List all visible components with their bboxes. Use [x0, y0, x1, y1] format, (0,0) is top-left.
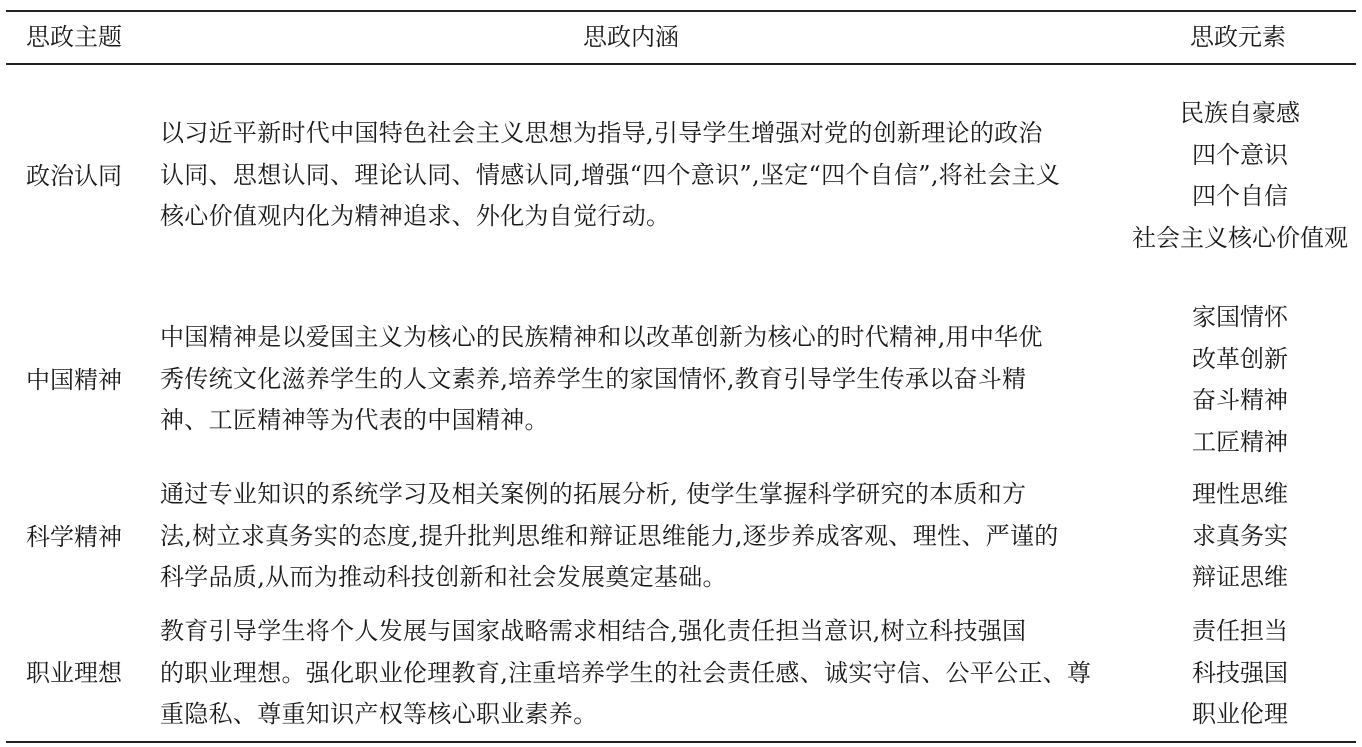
row-political-identity-topic: 政治认同: [26, 162, 122, 190]
element-item: 责任担当: [1192, 617, 1288, 645]
header-elements: 思政元素: [1190, 23, 1286, 51]
content-line: 法,树立求真务实的态度,提升批判思维和辩证思维能力,逐步养成客观、理性、严谨的: [160, 521, 1059, 550]
row-professional-ideal-elements: [1112, 611, 1362, 736]
element-item: 辩证思维: [1192, 563, 1288, 591]
row-scientific-spirit-content: [160, 474, 1112, 599]
content-line: 重隐私、尊重知识产权等核心职业素养。: [160, 700, 598, 728]
table-bottom-rule: [6, 741, 1356, 743]
element-item: 四个意识: [1192, 140, 1288, 169]
header-content: 思政内涵: [583, 23, 679, 51]
content-line: 神、工匠精神等为代表的中国精神。: [160, 406, 549, 434]
element-item: 科技强国: [1192, 658, 1288, 687]
content-line: 的职业理想。强化职业伦理教育,注重培养学生的社会责任感、诚实守信、公平公正、尊: [160, 658, 1092, 687]
content-line: 以习近平新时代中国特色社会主义思想为指导,引导学生增强对党的创新理论的政治: [160, 119, 1043, 147]
element-item: 工匠精神: [1192, 427, 1288, 456]
element-item: 求真务实: [1192, 521, 1288, 550]
header-topic: 思政主题: [26, 23, 122, 51]
row-professional-ideal-content: [160, 611, 1112, 736]
table-top-rule: [6, 10, 1356, 12]
content-line: 秀传统文化滋养学生的人文素养,培养学生的家国情怀,教育引导学生传承以奋斗精: [160, 364, 1027, 393]
row-scientific-spirit-elements: [1112, 474, 1362, 599]
content-line: 科学品质,从而为推动科技创新和社会发展奠定基础。: [160, 563, 727, 591]
element-item: 家国情怀: [1192, 303, 1288, 331]
row-professional-ideal-topic: 职业理想: [26, 659, 122, 687]
content-line: 中国精神是以爱国主义为核心的民族精神和以改革创新为核心的时代精神,用中华优: [160, 323, 1043, 351]
element-item: 社会主义核心价值观: [1132, 223, 1348, 252]
content-line: 核心价值观内化为精神追求、外化为自觉行动。: [160, 202, 671, 230]
row-chinese-spirit-elements: [1112, 297, 1362, 463]
row-chinese-spirit-topic: 中国精神: [26, 366, 122, 394]
row-chinese-spirit-content: [160, 317, 1112, 442]
element-item: 奋斗精神: [1192, 386, 1288, 414]
row-scientific-spirit-topic: 科学精神: [26, 523, 122, 551]
content-line: 通过专业知识的系统学习及相关案例的拓展分析, 使学生掌握科学研究的本质和方: [160, 480, 1027, 508]
element-item: 民族自豪感: [1180, 99, 1300, 127]
element-item: 改革创新: [1192, 344, 1288, 373]
content-line: 认同、思想认同、理论认同、情感认同,增强“四个意识”,坚定“四个自信”,将社会主义: [160, 160, 1061, 189]
row-political-identity-elements: [1112, 93, 1362, 259]
row-political-identity-content: [160, 113, 1112, 238]
element-item: 四个自信: [1192, 182, 1288, 210]
content-line: 教育引导学生将个人发展与国家战略需求相结合,强化责任担当意识,树立科技强国: [160, 617, 1027, 645]
header-rule: [6, 63, 1356, 65]
element-item: 职业伦理: [1192, 700, 1288, 728]
element-item: 理性思维: [1192, 480, 1288, 508]
